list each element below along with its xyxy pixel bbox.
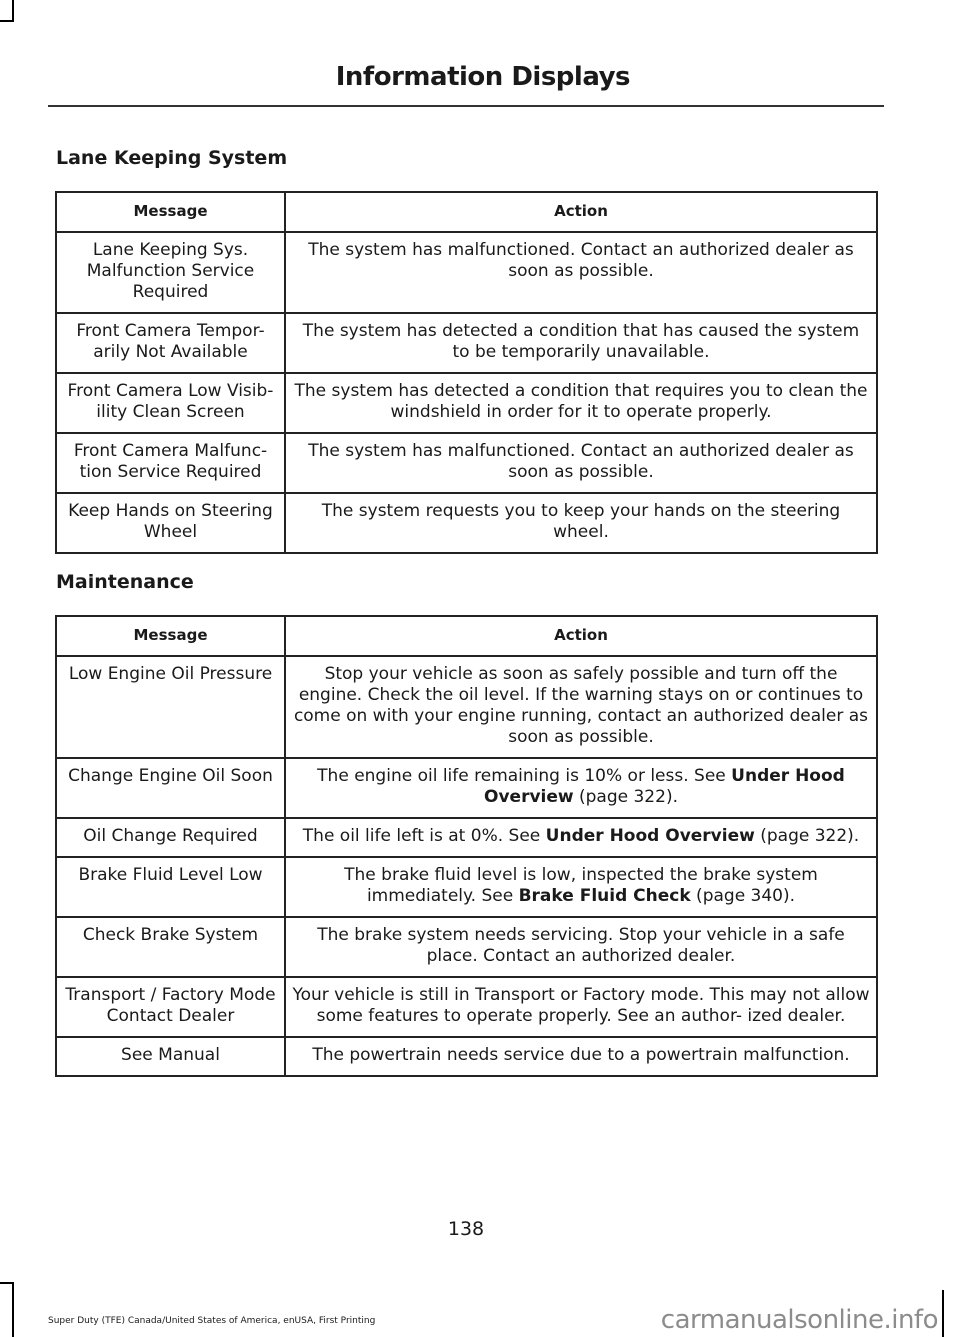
table-row	[56, 818, 877, 857]
table-row	[56, 977, 877, 1037]
cross-reference-link[interactable]: Under Hood Overview	[545, 826, 755, 846]
table-row	[56, 433, 877, 493]
page-title: Information Displays	[335, 62, 630, 92]
action-cell: Your vehicle is still in Transport or Factory mode. This may not allow some features to operate properly. See an author- ized dealer.	[285, 977, 877, 1037]
cross-reference-link[interactable]: Under Hood Overview	[484, 766, 845, 807]
action-cell: The brake system needs servicing. Stop your vehicle in a safe place. Contact an authorized dealer.	[285, 917, 877, 977]
message-cell: Front Camera Malfunc- tion Service Required	[56, 433, 285, 493]
maintenance-table	[55, 615, 878, 1077]
page-reference: (page 322).	[754, 826, 860, 846]
crop-mark	[0, 20, 14, 22]
message-cell: Front Camera Low Visib- ility Clean Screen	[56, 373, 285, 433]
action-cell: The system has malfunctioned. Contact an authorized dealer as soon as possible.	[285, 232, 877, 313]
message-cell: Brake Fluid Level Low	[56, 857, 285, 917]
table-header-row	[56, 616, 877, 656]
table-row	[56, 313, 877, 373]
page-number: 138	[447, 1218, 485, 1240]
message-cell: Front Camera Tempor- arily Not Available	[56, 313, 285, 373]
table-row	[56, 917, 877, 977]
action-text: The brake fluid level is low, inspected the brake system immediately. See	[344, 865, 818, 906]
message-cell: Transport / Factory Mode Contact Dealer	[56, 977, 285, 1037]
message-cell: Change Engine Oil Soon	[56, 758, 285, 818]
table-row	[56, 758, 877, 818]
lane-keeping-table	[55, 191, 878, 554]
column-header-message: Message	[56, 616, 285, 656]
table-row	[56, 232, 877, 313]
column-header-action: Action	[285, 616, 877, 656]
page-reference: (page 340).	[690, 886, 796, 906]
table-row	[56, 656, 877, 758]
watermark: carmanualsonline.info	[660, 1305, 938, 1335]
action-cell: The powertrain needs service due to a powertrain malfunction.	[285, 1037, 877, 1076]
crop-mark	[12, 1282, 14, 1337]
table-row	[56, 493, 877, 553]
action-cell	[285, 857, 877, 917]
message-cell: Check Brake System	[56, 917, 285, 977]
action-text: The engine oil life remaining is 10% or less. See	[317, 766, 732, 786]
action-cell: The system has malfunctioned. Contact an authorized dealer as soon as possible.	[285, 433, 877, 493]
crop-mark	[12, 0, 14, 22]
message-cell: Keep Hands on Steering Wheel	[56, 493, 285, 553]
action-text: The oil life left is at 0%. See	[302, 826, 546, 846]
action-cell: Stop your vehicle as soon as safely possible and turn off the engine. Check the oil level. If the warning stays on or continues to come on with your engine running, contact an authorized dealer as soon as possible.	[285, 656, 877, 758]
action-cell: The system requests you to keep your hands on the steering wheel.	[285, 493, 877, 553]
table-row	[56, 1037, 877, 1076]
section-title-lane-keeping: Lane Keeping System	[56, 147, 288, 169]
message-cell: Low Engine Oil Pressure	[56, 656, 285, 758]
action-cell	[285, 818, 877, 857]
action-cell	[285, 758, 877, 818]
action-cell: The system has detected a condition that has caused the system to be temporarily unavailable.	[285, 313, 877, 373]
column-header-message: Message	[56, 192, 285, 232]
header-divider	[48, 105, 884, 107]
footer-text: Super Duty (TFE) Canada/United States of America, enUSA, First Printing	[48, 1316, 376, 1326]
table-row	[56, 373, 877, 433]
column-header-action: Action	[285, 192, 877, 232]
crop-mark	[942, 1290, 944, 1337]
crop-mark	[0, 1282, 14, 1284]
message-cell: Lane Keeping Sys. Malfunction Service Required	[56, 232, 285, 313]
message-cell: Oil Change Required	[56, 818, 285, 857]
section-title-maintenance: Maintenance	[56, 571, 194, 593]
message-cell: See Manual	[56, 1037, 285, 1076]
cross-reference-link[interactable]: Brake Fluid Check	[518, 886, 691, 906]
table-row	[56, 857, 877, 917]
page-reference: (page 322).	[573, 787, 678, 807]
table-header-row	[56, 192, 877, 232]
action-cell: The system has detected a condition that requires you to clean the windshield in order for it to operate properly.	[285, 373, 877, 433]
